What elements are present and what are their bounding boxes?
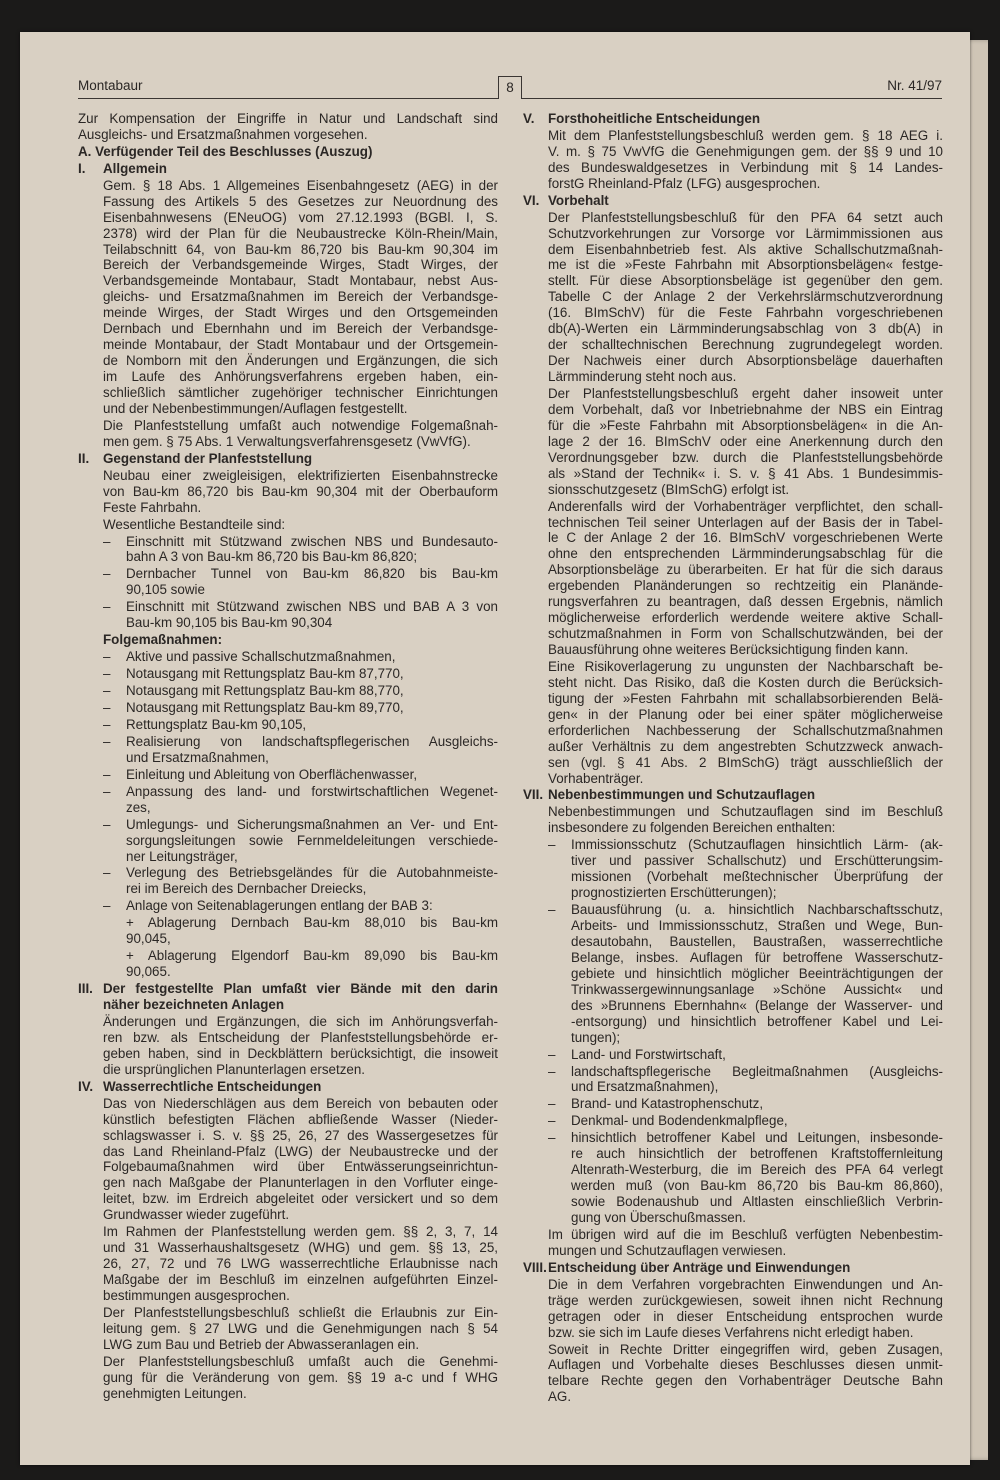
text-line: sionsschutzgesetz (BImSchG) erfolgt ist. xyxy=(548,481,790,497)
paragraph xyxy=(78,468,498,516)
list-item xyxy=(78,717,498,733)
text-line: Zur Kompensation der Eingriffe in Natur und Landschaft sind xyxy=(78,111,498,126)
paragraph xyxy=(78,111,498,143)
list-item xyxy=(78,784,498,816)
text-line: geben haben, sind in Deckblättern berücksichtigt, die insoweit xyxy=(103,1045,498,1061)
text-line: Eine Risikoverlagerung zu ungunsten der Nachbarschaft be- xyxy=(548,658,943,674)
text-line: 90,045, xyxy=(126,931,171,947)
section-heading xyxy=(523,111,943,127)
text-line: mungen und Schutzauflagen verwiesen. xyxy=(548,1242,787,1258)
text-line: rei im Bereich des Dernbacher Dreiecks, xyxy=(126,881,367,897)
text-line: Dernbach und Ebernhahn und im Bereich der Verbandsge- xyxy=(103,321,498,337)
list-item xyxy=(78,734,498,766)
text-line: im Laufe des Anhörungsverfahrens ergeben haben, ein- xyxy=(103,369,498,385)
text-line: Der Nachweis einer durch Absorptionsbeläge dauerhaften xyxy=(548,353,943,369)
section-heading xyxy=(78,1079,498,1095)
text-line: leitung gem. § 27 LWG und die Genehmigungen nach § 54 xyxy=(103,1320,498,1336)
subheading xyxy=(78,632,498,648)
text-line: bahn A 3 von Bau-km 86,720 bis Bau-km 86,820; xyxy=(126,549,418,565)
text-line: Denkmal- und Bodendenkmalpflege, xyxy=(571,1113,788,1129)
dash-bullet-icon: – xyxy=(103,533,111,549)
text-line: als »Stand der Technik« i. S. v. § 41 Abs. 1 Bundesimmis- xyxy=(548,465,943,481)
list-item xyxy=(78,666,498,682)
paragraph xyxy=(523,128,943,192)
text-line: Mit dem Planfeststellungsbeschluß werden gem. § 18 AEG i. xyxy=(548,127,943,143)
text-line: Bau-km 90,105 bis Bau-km 90,304 xyxy=(126,615,333,631)
text-line: Im Rahmen der Planfeststellung werden gem. §§ 2, 3, 7, 14 xyxy=(103,1224,498,1240)
paragraph xyxy=(78,1014,498,1078)
text-line: und der Nebenbestimmungen/Auflagen festgestellt. xyxy=(103,400,408,416)
dash-bullet-icon: – xyxy=(103,865,111,881)
dash-bullet-icon: – xyxy=(103,898,111,914)
text-line: außer Verhältnis zu dem angestrebten Schutzzweck anwach- xyxy=(548,738,943,754)
text-line: der schalltechnischen Berechnung zugrundegelegt worden. xyxy=(548,337,943,353)
text-line: Auflagen und Vorbehalte dieses Beschlusses diesen unmit- xyxy=(548,1357,943,1373)
text-line: tungen); xyxy=(571,1029,621,1045)
text-line: Land- und Forstwirtschaft, xyxy=(571,1046,726,1062)
text-line: prognostizierten Erschütterungen); xyxy=(571,885,777,901)
dash-bullet-icon: – xyxy=(103,733,111,749)
text-line: A. Verfügender Teil des Beschlusses (Auszug) xyxy=(78,143,373,159)
text-line: Trinkwassergewinnungsanlage »Schöne Aussicht« und xyxy=(571,981,943,997)
section-heading xyxy=(523,1260,943,1276)
list-item xyxy=(78,599,498,631)
text-line: gen nach Maßgabe der Planunterlagen in den Vorfluter einge- xyxy=(103,1175,498,1191)
text-line: ner Leitungsträger, xyxy=(126,848,238,864)
text-line: Anpassung des land- und forstwirtschaftlichen Wegenet- xyxy=(126,783,498,799)
text-line: Notausgang mit Rettungsplatz Bau-km 88,770, xyxy=(126,683,404,699)
text-line: telbare Rechte gegen den Vorhabenträger Deutsche Bahn xyxy=(548,1373,943,1389)
text-line: Bauausführung (u. a. hinsichtlich Nachbarschaftsschutz, xyxy=(571,902,943,918)
list-item xyxy=(78,898,498,914)
text-line: schutzmaßnahmen in Form von Schallschutzwänden, bei der xyxy=(548,626,943,642)
text-line: Maßgabe der im Beschluß im einzelnen aufgeführten Einzel- xyxy=(103,1272,498,1288)
document-page xyxy=(20,32,970,1465)
text-line: gebiete und hinsichtlich möglicher Beeinträchtigungen der xyxy=(571,965,943,981)
text-line: getragen oder in dieser Entscheidung entsprochen wurde xyxy=(548,1308,943,1324)
text-line: sowie Bodenaushub und Altlasten einschließlich Verbrin- xyxy=(571,1194,943,1210)
text-line: AG. xyxy=(548,1389,572,1405)
text-line: de Nomborn mit den Änderungen und Ergänzungen, die sich xyxy=(103,353,498,369)
paragraph xyxy=(78,1096,498,1224)
text-line: Immissionsschutz (Schutzauflagen hinsichtlich Lärm- (ak- xyxy=(571,837,943,853)
paragraph xyxy=(523,804,943,836)
section-numeral: IV. xyxy=(78,1078,94,1094)
text-line: Tabelle C der Anlage 2 der Verkehrslärmschutzverordnung xyxy=(548,289,943,305)
text-line: Grundwasser wieder zugeführt. xyxy=(103,1207,290,1223)
dash-bullet-icon: – xyxy=(548,1063,556,1079)
text-line: gung für die Veränderung von gem. §§ 19 a-c und f WHG xyxy=(103,1369,498,1385)
text-line: Das von Niederschlägen aus dem Bereich von bebauten oder xyxy=(103,1095,498,1111)
text-line: Folgebaumaßnahmen wird über Entwässerungseinrichtun- xyxy=(103,1159,498,1175)
list-item xyxy=(78,649,498,665)
paragraph xyxy=(78,418,498,450)
text-line: meinde Montabaur, der Stadt Montabaur und der Ortsgemein- xyxy=(103,337,498,353)
text-line: Teilabschnitt 64, von Bau-km 86,720 bis Bau-km 90,304 im xyxy=(103,241,498,257)
text-line: Nebenbestimmungen und Schutzauflagen sind im Beschluß xyxy=(548,804,943,820)
text-line: ohne den entsprechenden Lärmminderungsabschlag für die xyxy=(548,546,943,562)
text-line: landschaftspflegerische Begleitmaßnahmen (Ausgleichs- xyxy=(571,1063,943,1079)
text-line: und 31 Wasserhaushaltsgesetz (WHG) und gem. §§ 13, 25, xyxy=(103,1240,498,1256)
text-line: meinde Wirges, der Stadt Wirges und den Ortsgemeinden xyxy=(103,305,498,321)
text-line: schließlich sämtlicher zugehöriger technischer Einrichtungen xyxy=(103,384,498,400)
text-line: desautobahn, Baustellen, Baustraßen, wasserrechtliche xyxy=(571,933,943,949)
text-line: ren bzw. als Entscheidung der Planfeststellungsbehörde er- xyxy=(103,1029,498,1045)
section-heading xyxy=(523,193,943,209)
text-line: Der Planfeststellungsbeschluß schließt die Erlaubnis zur Ein- xyxy=(103,1304,498,1320)
text-line: und Ersatzmaßnahmen), xyxy=(571,1079,719,1095)
list-item xyxy=(78,817,498,865)
section-heading xyxy=(78,451,498,467)
sub-list-item xyxy=(78,948,498,980)
list-item xyxy=(523,1096,943,1112)
text-line: Nebenbestimmungen und Schutzauflagen xyxy=(548,787,816,803)
text-line: das Land Rheinland-Pfalz (LWG) der Neubaustrecke und der xyxy=(103,1143,498,1159)
text-line: Soweit in Rechte Dritter eingegriffen wird, geben Zusagen, xyxy=(548,1341,943,1357)
text-line: werden muß (von Bau-km 86,720 bis Bau-km 86,860), xyxy=(571,1178,943,1194)
text-line: Eisenbahnwesens (ENeuOG) vom 27.12.1993 (BGBl. I, S. xyxy=(103,209,498,225)
text-line: Absorptionsbeläge zu überarbeiten. Er hat für die sich daraus xyxy=(548,562,943,578)
text-line: -entsorgung) und hinsichtlich betroffener Kabel und Lei- xyxy=(571,1013,943,1029)
text-line: missionen (Vorbehalt meßtechnischer Überprüfung der xyxy=(571,869,943,885)
text-line: Bauausführung ohne weiteres Berücksichtigung finden kann. xyxy=(548,642,909,658)
text-line: Einschnitt mit Stützwand zwischen NBS und BAB A 3 von xyxy=(126,599,498,615)
page-number: 8 xyxy=(498,76,522,99)
header-town: Montabaur xyxy=(78,78,143,93)
text-line: 2378) wird der Plan für die Neubaustrecke Köln-Rhein/Main, xyxy=(103,225,498,241)
text-line: Umlegungs- und Sicherungsmaßnahmen an Ver- und Ent- xyxy=(126,816,498,832)
dash-bullet-icon: – xyxy=(103,666,111,682)
text-line: Aktive und passive Schallschutzmaßnahmen, xyxy=(126,649,396,665)
text-line: tiver und passiver Schallschutz) und Erschütterungsim- xyxy=(571,853,943,869)
dash-bullet-icon: – xyxy=(103,649,111,665)
text-line: Rettungsplatz Bau-km 90,105, xyxy=(126,716,307,732)
dash-bullet-icon: – xyxy=(548,902,556,918)
text-line: tigung der »Festen Fahrbahn mit schallabsorbierenden Belä- xyxy=(548,690,943,706)
text-line: db(A)-Werten ein Lärmminderungsabschlag von 3 db(A) in xyxy=(548,321,943,337)
dash-bullet-icon: – xyxy=(548,1130,556,1146)
paragraph xyxy=(78,1305,498,1353)
list-item xyxy=(78,683,498,699)
text-line: Die in dem Verfahren vorgebrachten Einwendungen und An- xyxy=(548,1276,943,1292)
text-line: dem Vorbehalt, daß vor Inbetriebnahme der NBS ein Eintrag xyxy=(548,401,943,417)
paragraph xyxy=(78,517,498,533)
list-item xyxy=(523,1130,943,1226)
header-issue-number: Nr. 41/97 xyxy=(887,78,942,93)
text-line: 26, 27, 72 und 76 LWG wasserrechtliche Erlaubnisse nach xyxy=(103,1256,498,1272)
text-line: le C der Anlage 2 der 16. BImSchV vorgeschriebenen Werte xyxy=(548,530,943,546)
text-line: bestimmungen ausgesprochen. xyxy=(103,1287,290,1303)
text-line: Wasserrechtliche Entscheidungen xyxy=(103,1078,322,1094)
text-line: Einschnitt mit Stützwand zwischen NBS und Bundesauto- xyxy=(126,533,498,549)
text-line: zes, xyxy=(126,799,151,815)
text-line: stellt. Für diese Absorptionsbeläge ist gegenüber den gem. xyxy=(548,273,943,289)
sub-list-item xyxy=(78,915,498,947)
text-line: schlagswasser i. S. v. §§ 25, 26, 27 des Wassergesetzes für xyxy=(103,1127,498,1143)
list-item xyxy=(523,1113,943,1129)
left-column xyxy=(78,110,498,1402)
text-line: Vorhabenträger. xyxy=(548,770,644,786)
text-line: künstlich befestigten Flächen abfließende Wasser (Nieder- xyxy=(103,1111,498,1127)
text-line: insbesondere zu folgenden Bereichen enthalten: xyxy=(548,820,836,836)
dash-bullet-icon: – xyxy=(548,1113,556,1129)
section-numeral: III. xyxy=(78,981,93,997)
list-item xyxy=(78,566,498,598)
text-line: Arbeits- und Immissionsschutz, Straßen und Wege, Bun- xyxy=(571,918,943,934)
text-line: Neubau einer zweigleisigen, elektrifizierten Eisenbahnstrecke xyxy=(103,467,498,483)
text-line: Vorbehalt xyxy=(548,192,609,208)
list-item xyxy=(78,534,498,566)
text-line: technischen Teil seiner Unterlagen auf der Basis der in Tabel- xyxy=(548,514,943,530)
text-line: Entscheidung über Anträge und Einwendungen xyxy=(548,1259,851,1275)
text-line: Lärmminderung steht noch aus. xyxy=(548,369,737,385)
text-line: lage 2 der 16. BImSchV oder eine Anerkennung durch den xyxy=(548,433,943,449)
text-line: ergebenden Planänderungen so rechtzeitig ein Planände- xyxy=(548,578,943,594)
list-item xyxy=(523,1047,943,1063)
text-line: Anlage von Seitenablagerungen entlang der BAB 3: xyxy=(126,898,433,914)
text-line: Gegenstand der Planfeststellung xyxy=(103,450,313,466)
section-heading xyxy=(523,787,943,803)
text-line: Änderungen und Ergänzungen, die sich im Anhörungsverfah- xyxy=(103,1013,498,1029)
text-line: gung von Überschußmassen. xyxy=(571,1209,746,1225)
text-line: leitet, bzw. im Erdreich abgeleitet oder versickert und so dem xyxy=(103,1191,498,1207)
section-numeral: VI. xyxy=(523,192,540,208)
paragraph xyxy=(523,1227,943,1259)
section-numeral: VII. xyxy=(523,787,544,803)
text-line: die ursprünglichen Planunterlagen ersetzen. xyxy=(103,1061,366,1077)
text-line: bzw. sie sich im Laufe dieses Verfahrens nicht erledigt haben. xyxy=(548,1324,914,1340)
text-line: und Ersatzmaßnahmen, xyxy=(126,749,269,765)
text-line: Dernbacher Tunnel von Bau-km 86,820 bis Bau-km xyxy=(126,566,498,582)
text-line: gleichs- und Ersatzmaßnahmen im Bereich der Verbandsge- xyxy=(103,289,498,305)
text-line: Belange, insbes. Auflagen für betroffene Wasserschutz- xyxy=(571,949,943,965)
paragraph xyxy=(78,1224,498,1304)
dash-bullet-icon: – xyxy=(548,1046,556,1062)
section-heading xyxy=(78,981,498,1013)
list-item xyxy=(523,837,943,901)
dash-bullet-icon: – xyxy=(548,837,556,853)
text-line: erforderlichen Nachbesserung der Schallschutzmaßnahmen xyxy=(548,722,943,738)
text-line: träge werden zurückgewiesen, soweit ihnen nicht Rechnung xyxy=(548,1292,943,1308)
section-numeral: II. xyxy=(78,450,90,466)
paragraph xyxy=(78,178,498,417)
dash-bullet-icon: – xyxy=(103,783,111,799)
section-numeral: VIII. xyxy=(523,1259,547,1275)
text-line: Brand- und Katastrophenschutz, xyxy=(571,1096,764,1112)
text-line: von Bau-km 86,720 bis Bau-km 90,304 mit der Oberbauform xyxy=(103,483,498,499)
text-line: Verbandsgemeinde Montabaur, Stadt Montabaur, nebst Aus- xyxy=(103,273,498,289)
text-line: Im übrigen wird auf die im Beschluß verfügten Nebenbestim- xyxy=(548,1226,943,1242)
text-line: Der Planfeststellungsbeschluß ergeht daher insoweit unter xyxy=(548,386,943,401)
text-line: Realisierung von landschaftspflegerischen Ausgleichs- xyxy=(126,733,498,749)
paragraph xyxy=(523,1342,943,1406)
text-line: + Ablagerung Dernbach Bau-km 88,010 bis Bau-km xyxy=(126,915,498,931)
text-line: Verordnungsgeber bzw. durch die Planfeststellungsbehörde xyxy=(548,449,943,465)
text-line: dem Eisenbahnbetrieb fest. Als aktive Schallschutzmaßnah- xyxy=(548,241,943,257)
list-item xyxy=(523,902,943,1045)
paragraph xyxy=(523,210,943,385)
text-line: LWG zum Bau und Betrieb der Abwasseranlagen ein. xyxy=(103,1336,420,1352)
dash-bullet-icon: – xyxy=(103,683,111,699)
text-line: gen« in der Planung oder bei einer später möglicherweise xyxy=(548,706,943,722)
dash-bullet-icon: – xyxy=(548,1096,556,1112)
text-line: forstG Rheinland-Pfalz (LFG) ausgesprochen. xyxy=(548,175,821,191)
list-item xyxy=(78,700,498,716)
text-line: men gem. § 75 Abs. 1 Verwaltungsverfahrensgesetz (VwVfG). xyxy=(103,433,471,449)
text-line: steht nicht. Das Risiko, daß die Kosten durch die Berücksich- xyxy=(548,674,943,690)
text-line: rungsverfahren zu beantragen, daß dessen Ergebnis, nämlich xyxy=(548,594,943,610)
list-item xyxy=(78,865,498,897)
section-numeral: I. xyxy=(78,160,86,176)
text-line: re auch hinsichtlich der betroffenen Kraftstoffernleitung xyxy=(571,1146,943,1162)
section-numeral: V. xyxy=(523,111,535,126)
text-line: Allgemein xyxy=(103,160,167,176)
dash-bullet-icon: – xyxy=(103,766,111,782)
text-line: sen (vgl. § 41 Abs. 2 BImSchG) trägt ausschließlich der xyxy=(548,754,943,770)
text-line: des »Brunnens Ebernhahn« (Belange der Wasserver- und xyxy=(571,997,943,1013)
paragraph xyxy=(523,1277,943,1341)
text-line: Wesentliche Bestandteile sind: xyxy=(103,516,286,532)
text-line: des Bundeswaldgesetzes in Verbindung mit § 14 Landes- xyxy=(548,159,943,175)
dash-bullet-icon: – xyxy=(103,716,111,732)
text-line: für die »Feste Fahrbahn mit Absorptionsbelägen« in die An- xyxy=(548,417,943,433)
list-item xyxy=(523,1064,943,1096)
paragraph xyxy=(78,1354,498,1402)
text-line: Der festgestellte Plan umfaßt vier Bände mit den darin xyxy=(103,981,498,997)
section-title xyxy=(78,144,498,160)
paragraph xyxy=(523,499,943,658)
dash-bullet-icon: – xyxy=(103,566,111,582)
text-line: 90,065. xyxy=(126,964,171,980)
text-line: Die Planfeststellung umfaßt auch notwendige Folgemaßnah- xyxy=(103,417,498,433)
text-line: Forsthoheitliche Entscheidungen xyxy=(548,111,761,126)
text-line: (16. BImSchV) für die Feste Fahrbahn vorgeschriebenen xyxy=(548,305,943,321)
list-item xyxy=(78,767,498,783)
text-line: genehmigten Leitungen. xyxy=(103,1385,247,1401)
text-line: + Ablagerung Elgendorf Bau-km 89,090 bis Bau-km xyxy=(126,948,498,964)
text-line: Der Planfeststellungsbeschluß für den PFA 64 setzt auch xyxy=(548,209,943,225)
text-line: 90,105 sowie xyxy=(126,582,205,598)
text-line: Verlegung des Betriebsgeländes für die Autobahnmeiste- xyxy=(126,865,498,881)
right-column xyxy=(523,110,943,1405)
dash-bullet-icon: – xyxy=(103,816,111,832)
section-heading xyxy=(78,161,498,177)
text-line: Der Planfeststellungsbeschluß umfaßt auch die Genehmi- xyxy=(103,1353,498,1369)
text-line: Notausgang mit Rettungsplatz Bau-km 89,770, xyxy=(126,699,404,715)
text-line: Ausgleichs- und Ersatzmaßnahmen vorgesehen. xyxy=(78,126,368,142)
text-line: Feste Fahrbahn. xyxy=(103,499,202,515)
paragraph xyxy=(523,659,943,787)
dash-bullet-icon: – xyxy=(103,599,111,615)
text-line: Folgemaßnahmen: xyxy=(103,632,223,648)
text-line: Einleitung und Ableitung von Oberflächenwasser, xyxy=(126,766,418,782)
text-line: Fassung des Artikels 5 des Gesetzes zur Neuordnung des xyxy=(103,193,498,209)
text-line: Schutzvorkehrungen zur Vorsorge vor Lärmimmissionen aus xyxy=(548,225,943,241)
text-line: me ist die »Feste Fahrbahn mit Absorptionsbelägen« festge- xyxy=(548,257,943,273)
text-line: möglicherweise erforderlich werdende weitere aktive Schall- xyxy=(548,610,943,626)
dash-bullet-icon: – xyxy=(103,699,111,715)
text-line: Notausgang mit Rettungsplatz Bau-km 87,770, xyxy=(126,666,404,682)
text-line: Gem. § 18 Abs. 1 Allgemeines Eisenbahngesetz (AEG) in der xyxy=(103,177,498,193)
text-line: sorgungsleitungen sowie Fernmeldeleitungen verschiede- xyxy=(126,832,498,848)
text-line: Bereich der Verbandsgemeinde Wirges, Stadt Wirges, der xyxy=(103,257,498,273)
text-line: hinsichtlich betroffener Kabel und Leitungen, insbesonde- xyxy=(571,1130,943,1146)
text-line: V. m. § 75 VwVfG die Genehmigungen gem. der §§ 9 und 10 xyxy=(548,143,943,159)
text-line: näher bezeichneten Anlagen xyxy=(103,997,285,1013)
text-line: Anderenfalls wird der Vorhabenträger verpflichtet, den schall- xyxy=(548,498,943,514)
paragraph xyxy=(523,386,943,498)
text-line: Altenrath-Westerburg, die im Bereich des PFA 64 verlegt xyxy=(571,1162,943,1178)
